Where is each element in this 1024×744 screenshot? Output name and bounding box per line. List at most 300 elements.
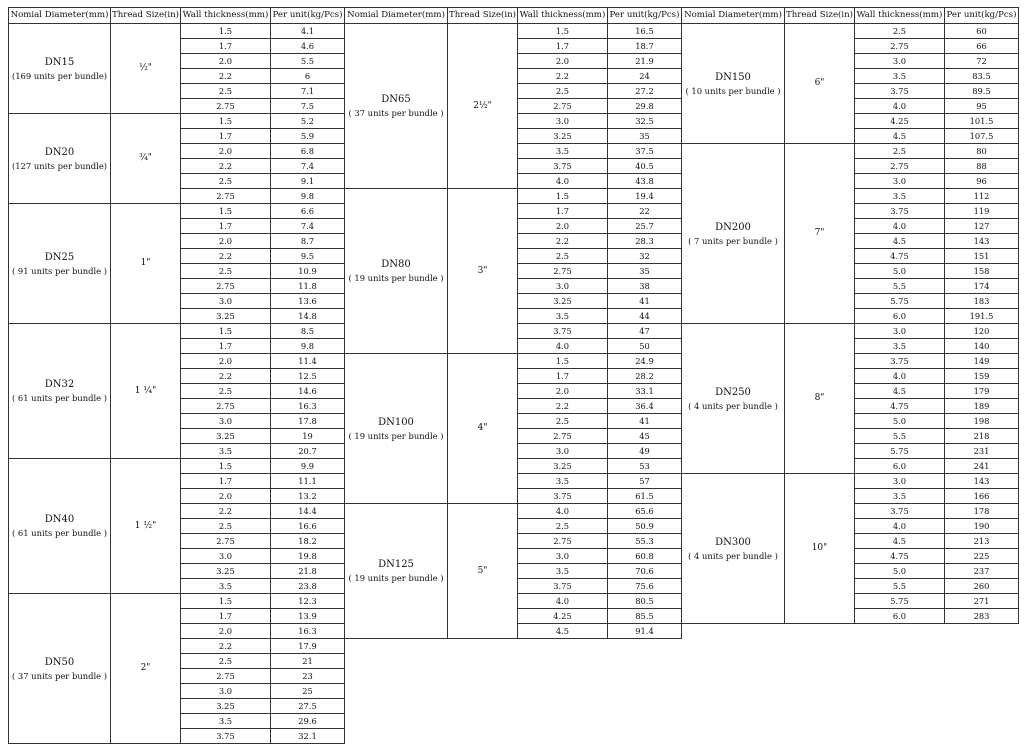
wall-thickness-cell: 3.75 [181,729,271,744]
wall-thickness-cell: 2.5 [855,144,945,159]
per-unit-cell: 158 [945,264,1019,279]
per-unit-cell: 190 [945,519,1019,534]
thread-size-cell: 6" [785,24,855,144]
per-unit-cell: 16.5 [608,24,682,39]
wall-thickness-cell: 6.0 [855,609,945,624]
wall-thickness-cell: 3.0 [855,54,945,69]
per-unit-cell: 28.3 [608,234,682,249]
per-unit-cell: 29.8 [608,99,682,114]
bundle-label: ( 4 units per bundle ) [688,400,778,411]
per-unit-cell: 19.8 [271,549,345,564]
per-unit-cell: 91.4 [608,624,682,639]
thread-size-cell: 1 ¼" [111,324,181,459]
wall-thickness-cell: 1.7 [181,339,271,354]
per-unit-cell: 29.6 [271,714,345,729]
per-unit-cell: 283 [945,609,1019,624]
per-unit-cell: 24 [608,69,682,84]
wall-thickness-cell: 6.0 [855,459,945,474]
wall-thickness-cell: 2.2 [518,399,608,414]
per-unit-cell: 7.1 [271,84,345,99]
wall-thickness-cell: 3.75 [855,204,945,219]
wall-thickness-cell: 3.25 [181,564,271,579]
dn-label: DN20 [44,146,75,158]
wall-thickness-cell: 3.0 [181,414,271,429]
bundle-label: ( 19 units per bundle ) [348,573,444,584]
wall-thickness-cell: 5.5 [855,279,945,294]
per-unit-cell: 16.6 [271,519,345,534]
wall-thickness-cell: 3.0 [518,114,608,129]
per-unit-cell: 89.5 [945,84,1019,99]
per-unit-cell: 44 [608,309,682,324]
wall-thickness-cell: 4.75 [855,399,945,414]
per-unit-cell: 178 [945,504,1019,519]
wall-thickness-cell: 3.25 [518,129,608,144]
per-unit-cell: 5.9 [271,129,345,144]
dn-label: DN15 [44,56,75,68]
wall-thickness-cell: 1.7 [181,219,271,234]
per-unit-cell: 22 [608,204,682,219]
thread-size-cell: 7" [785,144,855,324]
wall-thickness-cell: 2.2 [181,159,271,174]
wall-thickness-cell: 2.2 [181,504,271,519]
dn-label: DN25 [44,251,75,263]
per-unit-cell: 16.3 [271,399,345,414]
header-wall-thickness: Wall thickness(mm) [518,8,608,24]
nominal-diameter-cell [9,594,111,744]
wall-thickness-cell: 5.75 [855,294,945,309]
wall-thickness-cell: 5.0 [855,564,945,579]
per-unit-cell: 140 [945,339,1019,354]
per-unit-cell: 241 [945,459,1019,474]
wall-thickness-cell: 3.25 [181,699,271,714]
wall-thickness-cell: 3.75 [518,579,608,594]
per-unit-cell: 50 [608,339,682,354]
per-unit-cell: 88 [945,159,1019,174]
per-unit-cell: 18.2 [271,534,345,549]
wall-thickness-cell: 3.25 [181,309,271,324]
wall-thickness-cell: 2.5 [518,84,608,99]
per-unit-cell: 112 [945,189,1019,204]
per-unit-cell: 4.1 [271,24,345,39]
bundle-label: ( 37 units per bundle ) [11,670,108,681]
wall-thickness-cell: 2.5 [855,24,945,39]
wall-thickness-cell: 1.7 [181,609,271,624]
bundle-label: ( 4 units per bundle ) [688,550,778,561]
per-unit-cell: 21.8 [271,564,345,579]
wall-thickness-cell: 2.5 [181,519,271,534]
bundle-label: ( 10 units per bundle ) [685,85,781,96]
thread-size-cell: 1 ½" [111,459,181,594]
wall-thickness-cell: 1.7 [181,474,271,489]
wall-thickness-cell: 3.0 [518,279,608,294]
header-nominal-diameter: Nomial Diameter(mm) [682,8,785,24]
thread-size-cell: ¾" [111,114,181,204]
thread-size-cell: 4" [448,354,518,504]
bundle-label: (169 units per bundle) [11,70,108,81]
per-unit-cell: 10.9 [271,264,345,279]
per-unit-cell: 35 [608,264,682,279]
wall-thickness-cell: 1.5 [181,114,271,129]
per-unit-cell: 9.9 [271,459,345,474]
per-unit-cell: 218 [945,429,1019,444]
per-unit-cell: 151 [945,249,1019,264]
wall-thickness-cell: 2.0 [181,234,271,249]
per-unit-cell: 271 [945,594,1019,609]
table-row [9,204,345,219]
thread-size-cell: ½" [111,24,181,114]
table-row [9,114,345,129]
nominal-diameter-cell [682,474,785,624]
wall-thickness-cell: 2.75 [181,99,271,114]
thread-size-cell: 2" [111,594,181,744]
wall-thickness-cell: 1.7 [518,369,608,384]
wall-thickness-cell: 3.5 [855,69,945,84]
nominal-diameter-cell [9,324,111,459]
per-unit-cell: 45 [608,429,682,444]
spec-rows [682,24,1019,624]
per-unit-cell: 66 [945,39,1019,54]
wall-thickness-cell: 3.5 [181,714,271,729]
wall-thickness-cell: 2.75 [181,669,271,684]
per-unit-cell: 47 [608,324,682,339]
per-unit-cell: 36.4 [608,399,682,414]
per-unit-cell: 159 [945,369,1019,384]
header-thread-size: Thread Size(in) [448,8,518,24]
per-unit-cell: 14.6 [271,384,345,399]
wall-thickness-cell: 4.0 [518,504,608,519]
nominal-diameter-cell [345,504,448,639]
wall-thickness-cell: 3.5 [518,309,608,324]
wall-thickness-cell: 3.0 [855,174,945,189]
wall-thickness-cell: 1.5 [181,594,271,609]
per-unit-cell: 57 [608,474,682,489]
per-unit-cell: 41 [608,414,682,429]
table-row [9,24,345,39]
header-wall-thickness: Wall thickness(mm) [855,8,945,24]
wall-thickness-cell: 4.5 [518,624,608,639]
wall-thickness-cell: 1.5 [181,24,271,39]
wall-thickness-cell: 3.25 [518,459,608,474]
nominal-diameter-cell [682,324,785,474]
per-unit-cell: 60.8 [608,549,682,564]
wall-thickness-cell: 4.5 [855,234,945,249]
per-unit-cell: 75.6 [608,579,682,594]
per-unit-cell: 25 [271,684,345,699]
wall-thickness-cell: 4.5 [855,534,945,549]
dn-label: DN200 [715,221,751,233]
header-per-unit: Per unit(kg/Pcs) [271,8,345,24]
per-unit-cell: 191.5 [945,309,1019,324]
thread-size-cell: 8" [785,324,855,474]
bundle-label: ( 19 units per bundle ) [348,430,444,441]
wall-thickness-cell: 4.0 [518,594,608,609]
wall-thickness-cell: 5.0 [855,414,945,429]
wall-thickness-cell: 2.2 [181,249,271,264]
per-unit-cell: 5.5 [271,54,345,69]
per-unit-cell: 231 [945,444,1019,459]
wall-thickness-cell: 3.0 [855,474,945,489]
per-unit-cell: 23 [271,669,345,684]
nominal-diameter-cell [345,354,448,504]
per-unit-cell: 107.5 [945,129,1019,144]
per-unit-cell: 50.9 [608,519,682,534]
per-unit-cell: 32.1 [271,729,345,744]
per-unit-cell: 149 [945,354,1019,369]
per-unit-cell: 5.2 [271,114,345,129]
per-unit-cell: 179 [945,384,1019,399]
per-unit-cell: 183 [945,294,1019,309]
wall-thickness-cell: 2.75 [181,189,271,204]
per-unit-cell: 18.7 [608,39,682,54]
bundle-label: ( 61 units per bundle ) [11,393,108,404]
wall-thickness-cell: 3.25 [518,294,608,309]
dn-label: DN80 [381,259,411,271]
table-row [345,24,682,39]
table-row [682,324,1019,339]
per-unit-cell: 40.5 [608,159,682,174]
wall-thickness-cell: 1.5 [518,354,608,369]
wall-thickness-cell: 1.7 [181,39,271,54]
bundle-label: ( 91 units per bundle ) [11,265,108,276]
spec-rows [345,24,682,639]
header-wall-thickness: Wall thickness(mm) [181,8,271,24]
wall-thickness-cell: 3.5 [518,474,608,489]
wall-thickness-cell: 3.75 [855,504,945,519]
per-unit-cell: 4.6 [271,39,345,54]
header-nominal-diameter: Nomial Diameter(mm) [9,8,111,24]
thread-size-cell: 5" [448,504,518,639]
dn-label: DN65 [381,94,411,106]
wall-thickness-cell: 2.75 [518,99,608,114]
per-unit-cell: 24.9 [608,354,682,369]
wall-thickness-cell: 2.2 [181,639,271,654]
per-unit-cell: 127 [945,219,1019,234]
wall-thickness-cell: 6.0 [855,309,945,324]
table-row [682,144,1019,159]
bundle-label: ( 37 units per bundle ) [348,108,444,119]
per-unit-cell: 61.5 [608,489,682,504]
per-unit-cell: 65.6 [608,504,682,519]
wall-thickness-cell: 3.75 [518,489,608,504]
wall-thickness-cell: 4.25 [518,609,608,624]
wall-thickness-cell: 2.2 [181,69,271,84]
per-unit-cell: 19.4 [608,189,682,204]
per-unit-cell: 60 [945,24,1019,39]
wall-thickness-cell: 3.75 [518,159,608,174]
header-per-unit: Per unit(kg/Pcs) [608,8,682,24]
table-row [345,504,682,519]
per-unit-cell: 13.6 [271,294,345,309]
nominal-diameter-cell [9,459,111,594]
wall-thickness-cell: 2.5 [181,384,271,399]
per-unit-cell: 21 [271,654,345,669]
wall-thickness-cell: 4.75 [855,249,945,264]
per-unit-cell: 28.2 [608,369,682,384]
wall-thickness-cell: 3.75 [518,324,608,339]
per-unit-cell: 8.5 [271,324,345,339]
wall-thickness-cell: 1.5 [181,204,271,219]
per-unit-cell: 85.5 [608,609,682,624]
per-unit-cell: 43.8 [608,174,682,189]
per-unit-cell: 13.9 [271,609,345,624]
wall-thickness-cell: 3.5 [181,579,271,594]
per-unit-cell: 33.1 [608,384,682,399]
per-unit-cell: 7.4 [271,219,345,234]
wall-thickness-cell: 2.5 [518,414,608,429]
per-unit-cell: 225 [945,549,1019,564]
per-unit-cell: 213 [945,534,1019,549]
wall-thickness-cell: 3.5 [855,489,945,504]
dn-label: DN150 [715,71,751,83]
wall-thickness-cell: 5.0 [855,264,945,279]
wall-thickness-cell: 3.25 [181,429,271,444]
wall-thickness-cell: 2.0 [181,624,271,639]
dn-label: DN50 [44,656,75,668]
bundle-label: ( 7 units per bundle ) [688,235,778,246]
per-unit-cell: 6 [271,69,345,84]
wall-thickness-cell: 2.75 [181,279,271,294]
per-unit-cell: 237 [945,564,1019,579]
wall-thickness-cell: 2.0 [518,384,608,399]
thread-size-cell: 1" [111,204,181,324]
per-unit-cell: 70.6 [608,564,682,579]
wall-thickness-cell: 3.5 [518,564,608,579]
per-unit-cell: 17.8 [271,414,345,429]
wall-thickness-cell: 2.75 [518,534,608,549]
per-unit-cell: 12.3 [271,594,345,609]
wall-thickness-cell: 4.0 [855,519,945,534]
per-unit-cell: 16.3 [271,624,345,639]
wall-thickness-cell: 2.5 [181,264,271,279]
wall-thickness-cell: 5.5 [855,579,945,594]
per-unit-cell: 7.4 [271,159,345,174]
per-unit-cell: 19 [271,429,345,444]
per-unit-cell: 174 [945,279,1019,294]
wall-thickness-cell: 2.0 [181,54,271,69]
header-thread-size: Thread Size(in) [785,8,855,24]
table-row [345,189,682,204]
wall-thickness-cell: 4.0 [855,99,945,114]
per-unit-cell: 9.1 [271,174,345,189]
wall-thickness-cell: 5.5 [855,429,945,444]
per-unit-cell: 41 [608,294,682,309]
per-unit-cell: 143 [945,474,1019,489]
per-unit-cell: 27.2 [608,84,682,99]
table-row [9,324,345,339]
wall-thickness-cell: 3.75 [855,84,945,99]
per-unit-cell: 55.3 [608,534,682,549]
wall-thickness-cell: 2.75 [518,429,608,444]
wall-thickness-cell: 3.0 [518,444,608,459]
wall-thickness-cell: 2.0 [518,54,608,69]
per-unit-cell: 13.2 [271,489,345,504]
per-unit-cell: 80 [945,144,1019,159]
wall-thickness-cell: 4.25 [855,114,945,129]
wall-thickness-cell: 2.75 [855,159,945,174]
wall-thickness-cell: 3.0 [181,684,271,699]
wall-thickness-cell: 1.5 [181,324,271,339]
wall-thickness-cell: 4.0 [855,369,945,384]
per-unit-cell: 32.5 [608,114,682,129]
thread-size-cell: 3" [448,189,518,354]
per-unit-cell: 101.5 [945,114,1019,129]
wall-thickness-cell: 3.5 [181,444,271,459]
thread-size-cell: 2½" [448,24,518,189]
bundle-label: (127 units per bundle) [11,160,108,171]
per-unit-cell: 20.7 [271,444,345,459]
wall-thickness-cell: 3.5 [855,189,945,204]
wall-thickness-cell: 2.0 [181,144,271,159]
per-unit-cell: 17.9 [271,639,345,654]
per-unit-cell: 260 [945,579,1019,594]
per-unit-cell: 6.6 [271,204,345,219]
nominal-diameter-cell [682,24,785,144]
table-row [682,24,1019,39]
nominal-diameter-cell [9,24,111,114]
table-row [9,594,345,609]
wall-thickness-cell: 3.75 [855,354,945,369]
per-unit-cell: 21.9 [608,54,682,69]
per-unit-cell: 166 [945,489,1019,504]
wall-thickness-cell: 3.0 [518,549,608,564]
wall-thickness-cell: 1.7 [181,129,271,144]
wall-thickness-cell: 2.0 [181,489,271,504]
wall-thickness-cell: 2.0 [518,219,608,234]
bundle-label: ( 19 units per bundle ) [348,273,444,284]
header-thread-size: Thread Size(in) [111,8,181,24]
dn-label: DN100 [378,416,414,428]
thread-size-cell: 10" [785,474,855,624]
per-unit-cell: 9.8 [271,189,345,204]
pipe-spec-table-column-1 [8,7,345,744]
per-unit-cell: 32 [608,249,682,264]
dn-label: DN300 [715,536,751,548]
wall-thickness-cell: 4.0 [518,174,608,189]
header-per-unit: Per unit(kg/Pcs) [945,8,1019,24]
wall-thickness-cell: 2.75 [181,534,271,549]
table-row [682,474,1019,489]
nominal-diameter-cell [345,24,448,189]
wall-thickness-cell: 2.2 [518,234,608,249]
per-unit-cell: 27.5 [271,699,345,714]
per-unit-cell: 25.7 [608,219,682,234]
spec-rows [9,24,345,744]
nominal-diameter-cell [9,204,111,324]
wall-thickness-cell: 2.5 [181,84,271,99]
wall-thickness-cell: 2.2 [181,369,271,384]
wall-thickness-cell: 2.75 [855,39,945,54]
per-unit-cell: 7.5 [271,99,345,114]
per-unit-cell: 12.5 [271,369,345,384]
per-unit-cell: 8.7 [271,234,345,249]
wall-thickness-cell: 2.75 [181,399,271,414]
dn-label: DN40 [44,514,75,526]
nominal-diameter-cell [9,114,111,204]
per-unit-cell: 96 [945,174,1019,189]
wall-thickness-cell: 2.2 [518,69,608,84]
per-unit-cell: 80.5 [608,594,682,609]
per-unit-cell: 189 [945,399,1019,414]
wall-thickness-cell: 2.0 [181,354,271,369]
wall-thickness-cell: 4.75 [855,549,945,564]
wall-thickness-cell: 2.5 [181,174,271,189]
per-unit-cell: 11.4 [271,354,345,369]
wall-thickness-cell: 1.5 [181,459,271,474]
pipe-spec-table-column-2 [344,7,682,639]
wall-thickness-cell: 3.0 [181,294,271,309]
table-row [9,459,345,474]
header-row [9,8,345,24]
